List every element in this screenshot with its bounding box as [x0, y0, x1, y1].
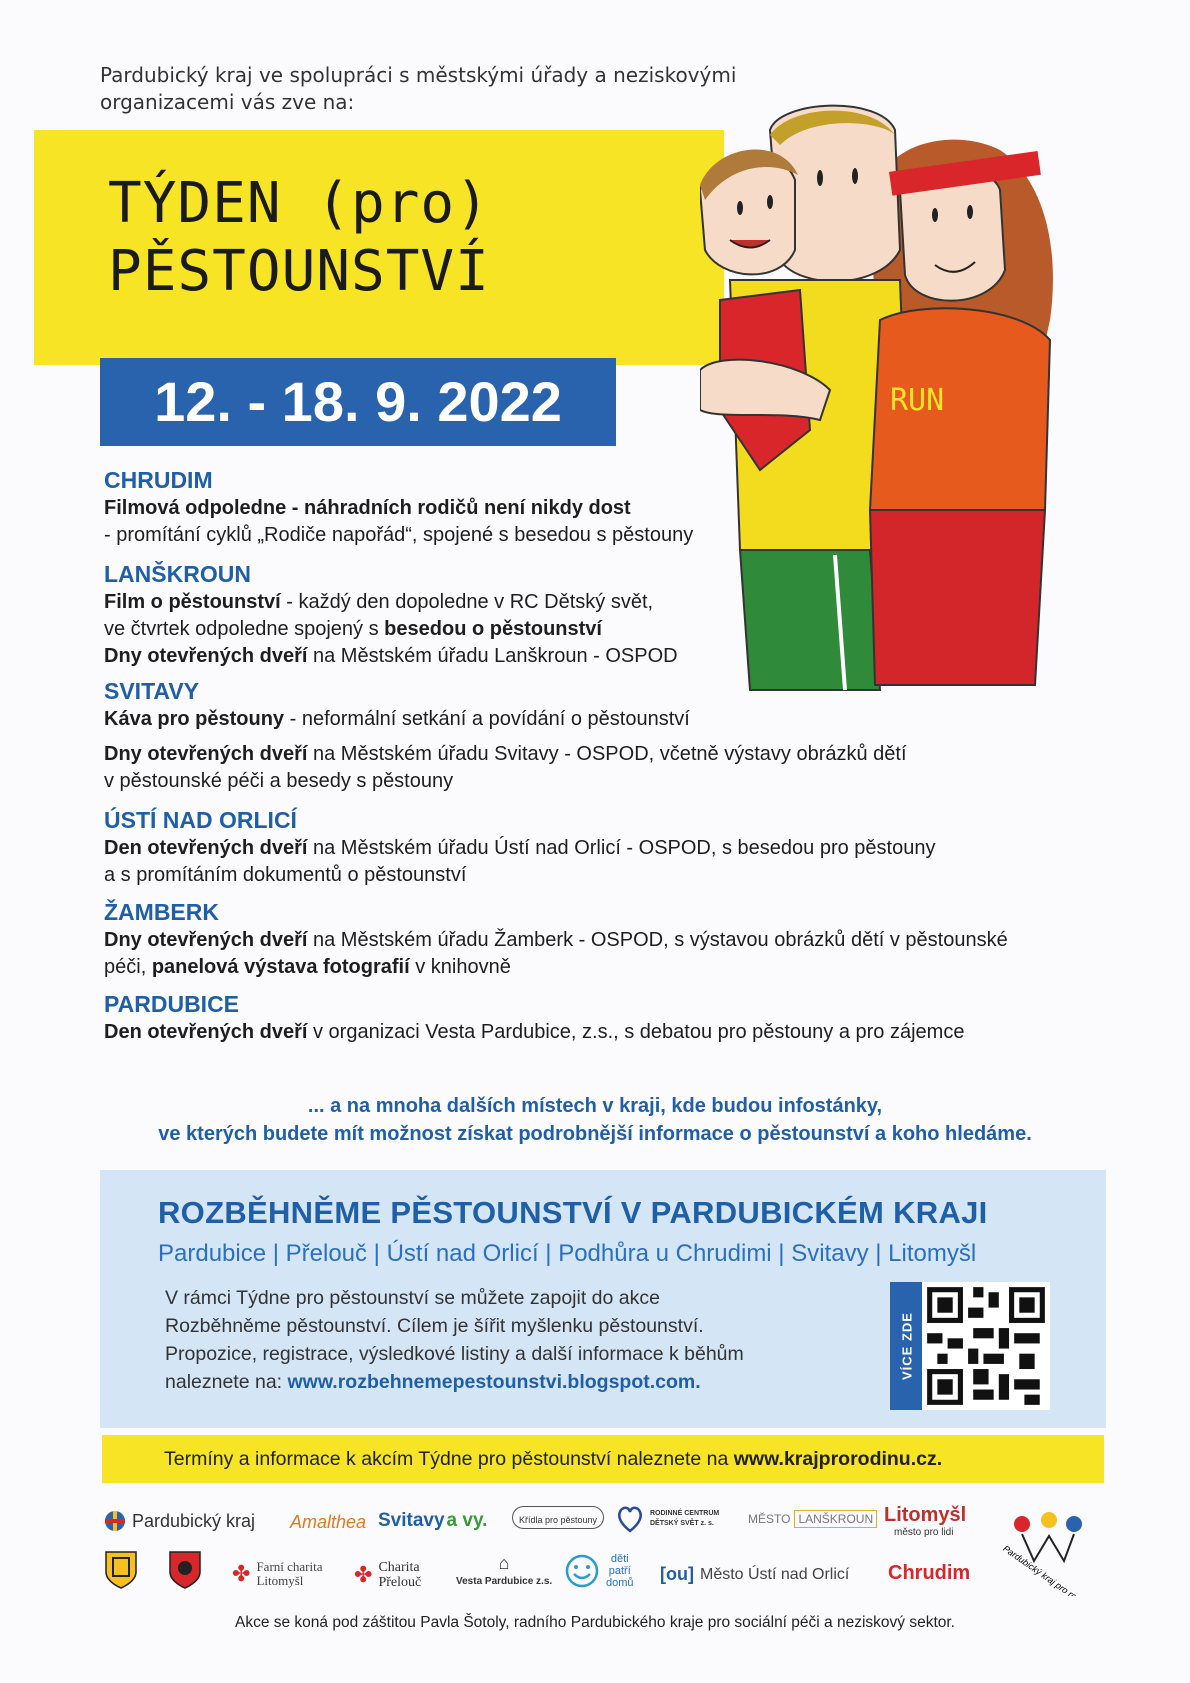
city-heading-chrudim: CHRUDIM — [104, 467, 213, 493]
heart-icon — [616, 1504, 644, 1534]
pardubicky-kraj-icon — [104, 1510, 126, 1532]
info-bar-text — [164, 1435, 942, 1483]
intro-line-2: organizacemi vás zve na: — [100, 90, 355, 114]
logo-text: domů — [606, 1577, 634, 1589]
run-heading: ROZBĚHNĚME PĚSTOUNSTVÍ V PARDUBICKÉM KRAJI — [158, 1195, 988, 1230]
logo-text: Charita — [378, 1560, 420, 1575]
event-text: na Městském úřadu Lanškroun - OSPOD — [307, 645, 678, 667]
logo-text: MĚSTO — [748, 1512, 791, 1526]
events-list — [104, 465, 1104, 1046]
more-here-label — [890, 1282, 924, 1410]
run-description — [165, 1284, 855, 1396]
logo-chrudim[interactable] — [888, 1562, 970, 1585]
event-text: ve čtvrtek odpoledne spojený s — [104, 618, 385, 640]
event-line: a s promítáním dokumentů o pěstounství — [104, 864, 467, 886]
event-bold: Dny otevřených dveří — [104, 645, 308, 667]
logo-rodinne-centrum[interactable] — [616, 1504, 719, 1534]
event-line — [104, 589, 1104, 616]
logo-text: Farní charita — [256, 1559, 323, 1574]
charita-cross-icon: ✤ — [354, 1562, 373, 1587]
run-cities: Pardubice | Přelouč | Ústí nad Orlicí | Podhůra u Chrudimi | Svitavy | Litomyšl — [158, 1240, 977, 1267]
logo-farni-charita[interactable] — [232, 1560, 323, 1588]
info-bar — [102, 1435, 1104, 1483]
logo-text: Pardubický kraj — [132, 1510, 256, 1531]
shield-icon — [168, 1550, 202, 1590]
logo-lanskroun[interactable] — [748, 1510, 877, 1528]
logo-text: Amalthea — [290, 1512, 367, 1532]
coat-of-arms-1-icon[interactable] — [104, 1550, 138, 1590]
event-bold: Dny otevřených dveří — [104, 929, 308, 951]
logo-text: město pro lidi — [894, 1527, 954, 1538]
event-text: - každý den dopoledne v RC Dětský svět, — [280, 591, 654, 613]
more-info-note — [60, 1092, 1130, 1148]
event-line — [104, 495, 1104, 522]
logo-text: Město Ústí nad Orlicí — [699, 1565, 850, 1583]
info-bar-prefix: Termíny a informace k akcím Týdne pro pěstounství naleznete na — [164, 1448, 734, 1470]
smile-icon — [564, 1553, 600, 1589]
logo-text: Vesta Pardubice z.s. — [456, 1576, 553, 1587]
run-text-line: Propozice, registrace, výsledkové listiny a další informace k běhům — [165, 1343, 744, 1365]
city-heading-lanskroun: LANŠKROUN — [104, 561, 251, 587]
event-date: 12. - 18. 9. 2022 — [100, 358, 616, 446]
logo-text: Křídla pro pěstouny — [519, 1515, 598, 1525]
qr-code-icon[interactable] — [922, 1282, 1050, 1410]
logo-text: Litomyšl — [884, 1504, 967, 1526]
event-text: na Městském úřadu Svitavy - OSPOD, včetně výstavy obrázků dětí — [307, 743, 907, 765]
event-title — [108, 170, 490, 306]
event-line — [104, 1019, 1104, 1046]
vesta-icon: ⌂ — [498, 1553, 510, 1573]
logo-text: a vy. — [446, 1510, 488, 1531]
run-text-line: V rámci Týdne pro pěstounství se můžete zapojit do akce — [165, 1287, 660, 1309]
title-line-1: TÝDEN (pro) — [108, 171, 490, 236]
intro-line-1: Pardubický kraj ve spolupráci s městskými úřady a neziskovými — [100, 63, 737, 87]
city-heading-svitavy: SVITAVY — [104, 678, 199, 704]
event-bold: Káva pro pěstouny — [104, 708, 285, 730]
more-info-line-2: ve kterých budete mít možnost získat podrobnější informace o pěstounství a koho hledáme. — [158, 1123, 1032, 1145]
shirt-run-text: RUN — [890, 383, 945, 418]
event-bold: Film o pěstounství — [104, 591, 281, 613]
event-line — [104, 954, 1104, 981]
event-line: - promítání cyklů „Rodiče napořád“, spojené s besedou s pěstouny — [104, 524, 694, 546]
logo-litomysl[interactable] — [884, 1504, 966, 1538]
intro-text — [100, 62, 780, 116]
charita-cross-icon: ✤ — [232, 1561, 251, 1586]
krajprorodinu-link[interactable]: www.krajprorodinu.cz. — [733, 1448, 943, 1470]
event-line — [104, 835, 1104, 862]
event-line: v pěstounské péči a besedy s pěstouny — [104, 770, 454, 792]
shield-icon — [104, 1550, 138, 1590]
logo-deti-patri-domu[interactable] — [564, 1553, 634, 1589]
logo-vesta[interactable] — [456, 1553, 552, 1587]
run-text-line — [165, 1368, 855, 1396]
logo-text: děti — [610, 1553, 629, 1565]
logo-amalthea[interactable] — [290, 1512, 366, 1533]
logo-text: [ou] — [660, 1564, 694, 1584]
more-info-line-1: ... a na mnoha dalších místech v kraji, kde budou infostánky, — [307, 1095, 883, 1117]
logo-text: Litomyšl — [256, 1573, 304, 1588]
logo-text: Pardubický kraj pro rodinu — [1001, 1543, 1093, 1596]
event-bold: Den otevřených dveří — [104, 1021, 308, 1043]
event-bold: Filmová odpoledne - náhradních rodičů není nikdy dost — [104, 497, 631, 519]
logo-text: LANŠKROUN — [794, 1510, 877, 1528]
event-text: péči, — [104, 956, 152, 978]
city-heading-pardubice: PARDUBICE — [104, 991, 240, 1017]
logo-svitavy[interactable] — [378, 1510, 487, 1532]
patronage-note: Akce se koná pod záštitou Pavla Šotoly, radního Pardubického kraje pro sociální péči a neziskový sektor. — [234, 1614, 955, 1631]
event-line — [104, 706, 1104, 733]
event-bold: Den otevřených dveří — [104, 837, 308, 859]
city-heading-zamberk: ŽAMBERK — [104, 899, 219, 925]
logo-text: patří — [608, 1565, 631, 1577]
event-text: - neformální setkání a povídání o pěstounství — [284, 708, 690, 730]
logo-text: RODINNÉ CENTRUM — [650, 1510, 720, 1517]
event-line — [104, 741, 1104, 768]
event-text: v knihovně — [409, 956, 511, 978]
event-bold: Dny otevřených dveří — [104, 743, 308, 765]
run-text-line: Rozběhněme pěstounství. Cílem je šířit myšlenku pěstounství. — [165, 1315, 704, 1337]
logo-pardubicky-kraj[interactable] — [104, 1510, 255, 1532]
city-heading-usti: ÚSTÍ NAD ORLICÍ — [104, 807, 297, 833]
logo-kridla[interactable] — [512, 1506, 604, 1529]
event-line — [104, 927, 1104, 954]
logo-text: DĚTSKÝ SVĚT z. s. — [650, 1520, 714, 1527]
event-bold: panelová výstava fotografií — [151, 956, 410, 978]
run-website-link[interactable]: www.rozbehnemepestounstvi.blogspot.com. — [287, 1371, 701, 1393]
logo-text: Chrudim — [888, 1562, 971, 1584]
event-line — [104, 616, 1104, 643]
event-line — [104, 643, 1104, 670]
logo-text: Svitavy — [378, 1510, 445, 1531]
event-text: v organizaci Vesta Pardubice, z.s., s debatou pro pěstouny a pro zájemce — [307, 1021, 965, 1043]
event-text: na Městském úřadu Žamberk - OSPOD, s výstavou obrázků dětí v pěstounské — [307, 929, 1008, 951]
more-here-text: VÍCE ZDE — [899, 1312, 915, 1380]
logo-kraj-pro-rodinu[interactable] — [994, 1506, 1104, 1596]
title-line-2: PĚSTOUNSTVÍ — [108, 239, 490, 304]
event-text: na Městském úřadu Ústí nad Orlicí - OSPOD, s besedou pro pěstouny — [307, 837, 936, 859]
logo-charita-prelouc[interactable] — [354, 1560, 421, 1590]
event-bold: besedou o pěstounství — [384, 618, 602, 640]
coat-of-arms-2-icon[interactable] — [168, 1550, 202, 1590]
kraj-pro-rodinu-icon — [994, 1506, 1104, 1596]
logo-text: Přelouč — [378, 1575, 422, 1590]
logo-usti[interactable] — [660, 1564, 849, 1585]
run-text: naleznete na: — [165, 1371, 288, 1393]
